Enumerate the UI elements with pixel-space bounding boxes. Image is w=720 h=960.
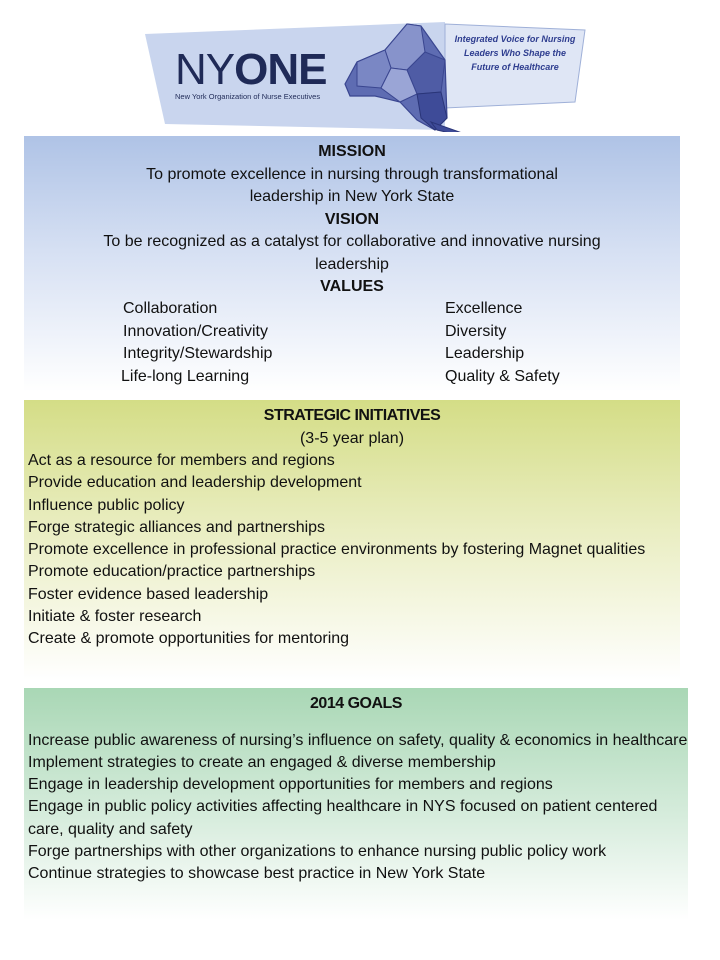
mission-text: To promote excellence in nursing through transformational [146, 165, 558, 183]
initiatives-heading: STRATEGIC INITIATIVES [263, 407, 441, 424]
mission-text: leadership in New York State [249, 188, 455, 205]
initiatives-list [24, 450, 680, 651]
values-heading: VALUES [320, 278, 384, 295]
goal-item: Forge partnerships with other organizations to enhance nursing public policy work [28, 842, 607, 860]
logo-subtitle: New York Organization of Nurse Executives [175, 92, 321, 101]
tagline-line: Future of Healthcare [471, 62, 559, 72]
initiative-item: Forge strategic alliances and partnerships [28, 518, 326, 536]
tagline-line: Leaders Who Shape the [463, 48, 567, 58]
logo-banner [145, 22, 590, 124]
goals-heading: 2014 GOALS [310, 695, 402, 712]
initiative-item: Promote education/practice partnerships [28, 563, 316, 581]
value-item: Collaboration [123, 300, 218, 317]
tagline-line: Integrated Voice for Nursing [454, 34, 576, 44]
logo-wordmark [175, 45, 327, 94]
goals-header [24, 688, 688, 730]
initiative-item: Create & promote opportunities for mentoring [28, 630, 350, 648]
goals-list [24, 730, 688, 886]
value-item: Diversity [445, 322, 507, 340]
initiatives-header [24, 400, 680, 450]
goal-item: Continue strategies to showcase best practice in New York State [28, 865, 486, 883]
logo-one-text: ONE [234, 45, 327, 94]
value-item: Quality & Safety [445, 367, 560, 385]
vision-text: leadership [315, 255, 389, 273]
initiative-item: Initiate & foster research [28, 608, 202, 626]
goal-item: Engage in leadership development opportunities for members and regions [28, 776, 553, 794]
initiative-item: Foster evidence based leadership [28, 585, 269, 603]
mission-vision-block [24, 136, 680, 299]
initiatives-subheading: (3-5 year plan) [299, 429, 405, 447]
value-item: Life-long Learning [121, 367, 250, 385]
logo-ny-text: NY [175, 45, 235, 94]
vision-heading: VISION [324, 210, 380, 228]
initiative-item: Act as a resource for members and regions [28, 452, 335, 469]
mission-heading: MISSION [318, 143, 386, 160]
value-item: Leadership [445, 345, 525, 362]
mission-vision-values-section [24, 136, 680, 392]
initiative-item: Influence public policy [28, 496, 185, 514]
values-list [24, 298, 680, 388]
initiative-item: Provide education and leadership development [28, 474, 362, 492]
tagline [451, 32, 579, 74]
goal-item: Implement strategies to create an engaged & diverse membership [28, 753, 496, 771]
vision-text: To be recognized as a catalyst for collaborative and innovative nursing [103, 233, 601, 250]
strategic-initiatives-section [24, 400, 680, 680]
value-item: Integrity/Stewardship [123, 345, 273, 362]
value-item: Excellence [445, 300, 523, 317]
goal-item: Engage in public policy activities affecting healthcare in NYS focused on patient centered care, quality and safety [28, 798, 658, 838]
goals-section [24, 688, 688, 920]
initiative-item: Promote excellence in professional practice environments by fostering Magnet qualities [28, 541, 646, 559]
value-item: Innovation/Creativity [123, 322, 268, 340]
goal-item: Increase public awareness of nursing’s influence on safety, quality & economics in healthcare [28, 731, 688, 749]
